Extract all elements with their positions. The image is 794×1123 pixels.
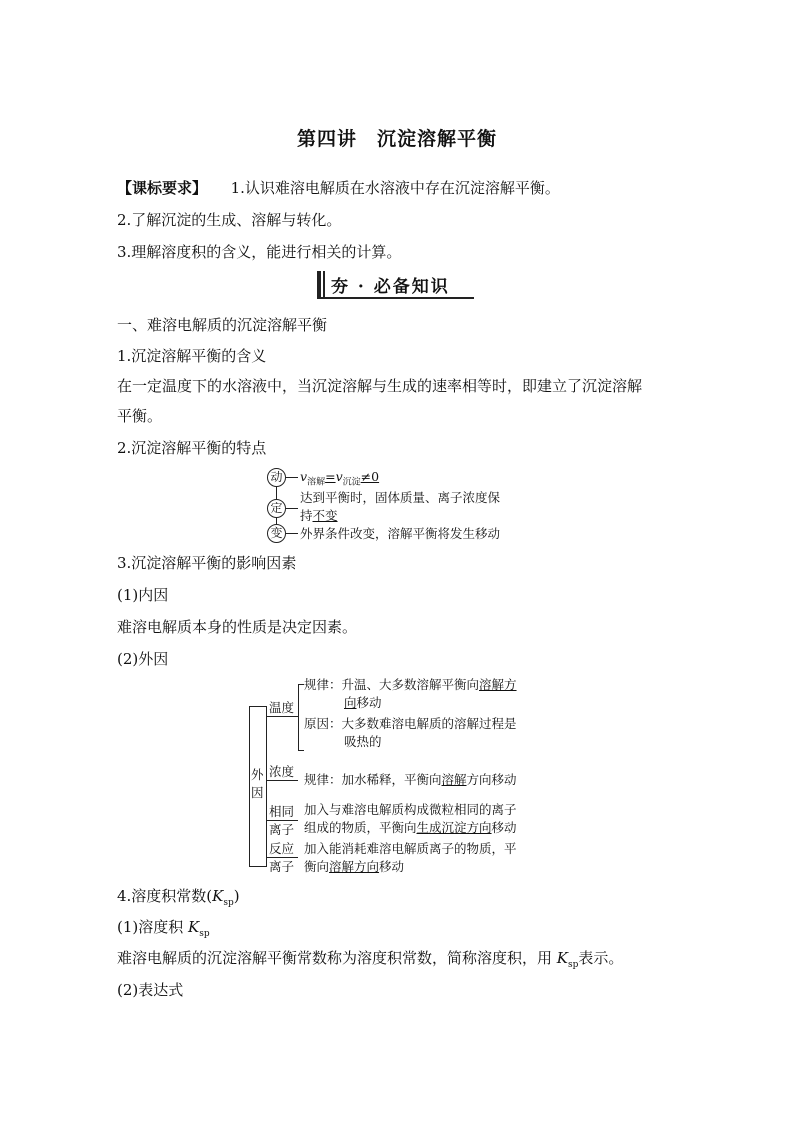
temp-reason-2: 吸热的	[344, 734, 382, 749]
requirement-1: 1.认识难溶电解质在水溶液中存在沉淀溶解平衡。	[230, 179, 560, 197]
requirements-line-1	[117, 178, 560, 198]
ding-text-1: 达到平衡时，固体质量、离子浓度保	[300, 490, 501, 505]
subsection-1-text-1: 在一定温度下的水溶液中，当沉淀溶解与生成的速率相等时，即建立了沉淀溶解	[117, 377, 643, 395]
ding-circle: 定	[267, 499, 286, 518]
external-root-2: 因	[251, 785, 264, 800]
react-ion-label-1: 反应	[269, 841, 295, 856]
requirement-3: 3.理解溶度积的含义，能进行相关的计算。	[117, 243, 402, 261]
expression-label: (2)表达式	[117, 981, 184, 999]
bian-circle: 变	[267, 524, 286, 543]
react-ion-text-1: 加入能消耗难溶电解质离子的物质，平	[304, 841, 517, 856]
section-1-heading: 一、难溶电解质的沉淀溶解平衡	[117, 316, 328, 334]
requirement-2: 2.了解沉淀的生成、溶解与转化。	[117, 211, 342, 229]
temp-reason-1: 原因：大多数难溶电解质的溶解过程是	[304, 716, 517, 731]
temp-label: 温度	[269, 700, 295, 715]
external-label: (2)外因	[117, 650, 169, 668]
ksp-definition: 难溶电解质的沉淀溶解平衡常数称为溶度积常数，简称溶度积，用 $K_{sp}$表示。	[117, 949, 624, 970]
dong-circle: 动	[267, 468, 286, 487]
same-ion-label-1: 相同	[269, 804, 295, 819]
subsection-1-text-2: 平衡。	[117, 407, 163, 425]
internal-text: 难溶电解质本身的性质是决定因素。	[117, 618, 358, 636]
banner-text: 夯 · 必备知识	[331, 277, 450, 297]
bian-text: 外界条件改变，溶解平衡将发生移动	[300, 526, 501, 541]
temp-rule-2: 向移动	[344, 695, 382, 710]
same-ion-label-2: 离子	[269, 822, 295, 837]
temp-rule-1: 规律：升温、大多数溶解平衡向溶解方	[304, 677, 517, 692]
external-root-1: 外	[251, 767, 264, 782]
subsection-2-heading: 2.沉淀溶解平衡的特点	[117, 439, 267, 457]
conc-rule: 规律：加水稀释，平衡向溶解方向移动	[304, 772, 517, 787]
react-ion-text-2: 衡向溶解方向移动	[304, 859, 405, 874]
requirements-label: 【课标要求】	[117, 179, 208, 197]
ksp-label: (1)溶度积 $K_{sp}$	[117, 918, 210, 939]
react-ion-label-2: 离子	[269, 859, 295, 874]
conc-label: 浓度	[269, 764, 295, 779]
dong-text: $v_{溶解}=v_{沉淀}\ne 0$	[300, 469, 380, 488]
subsection-3-heading: 3.沉淀溶解平衡的影响因素	[117, 554, 297, 572]
page-title: 第四讲 沉淀溶解平衡	[296, 128, 497, 150]
ding-text-2: 持不变	[300, 508, 338, 523]
section-banner	[317, 271, 474, 297]
subsection-1-heading: 1.沉淀溶解平衡的含义	[117, 347, 267, 365]
subsection-4-heading: 4.溶度积常数$(K_{sp})$	[117, 887, 240, 908]
same-ion-text-1: 加入与难溶电解质构成微粒相同的离子	[304, 802, 517, 817]
internal-label: (1)内因	[117, 586, 169, 604]
same-ion-text-2: 组成的物质，平衡向生成沉淀方向移动	[304, 820, 517, 835]
